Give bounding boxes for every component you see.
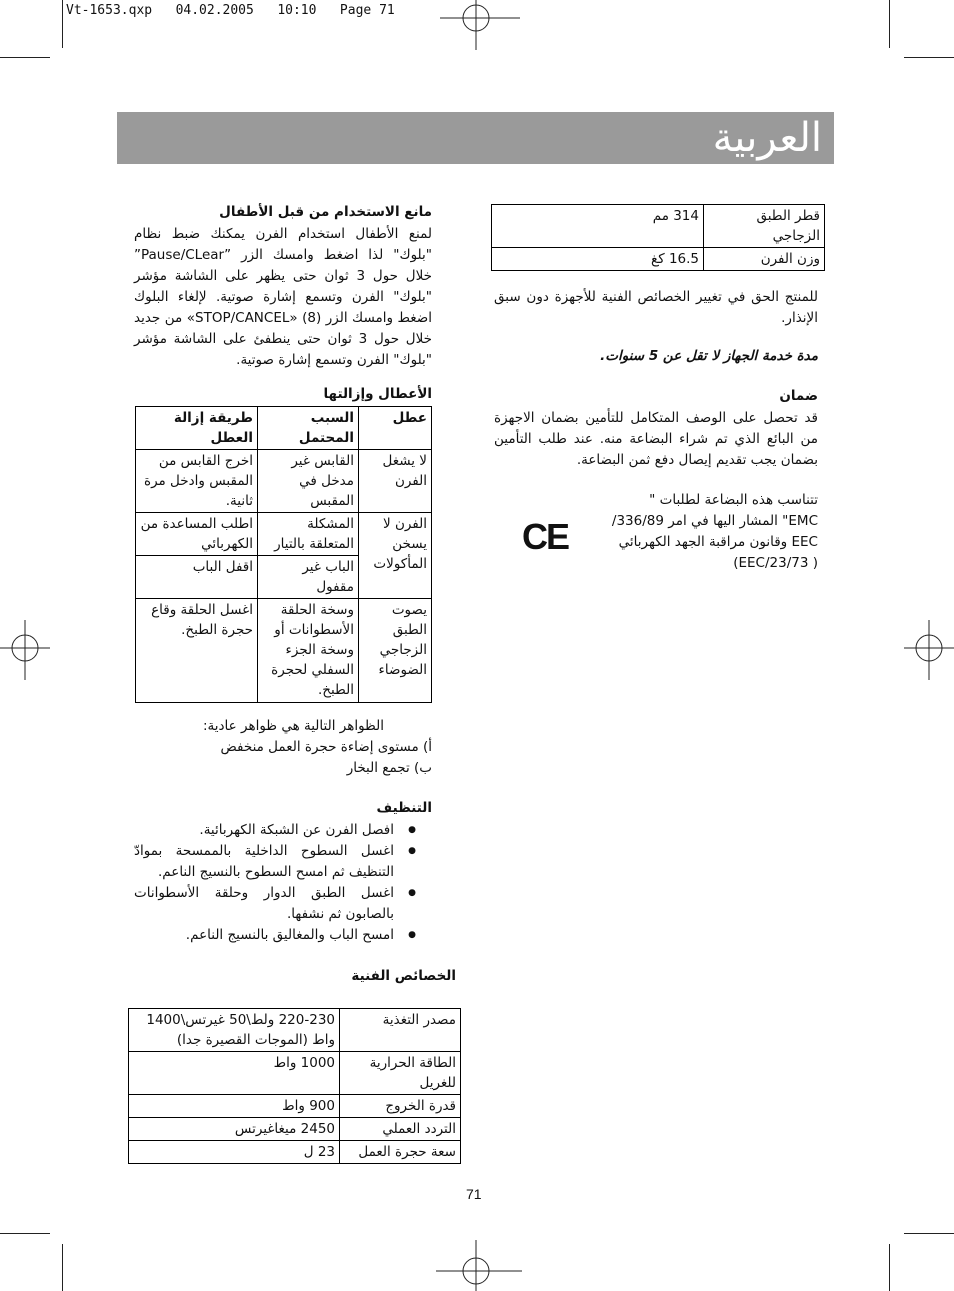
- table-row: [492, 248, 825, 271]
- normal-intro: الظواهر التالية هي ظواهر عادية:: [202, 718, 384, 734]
- spec-value: 220-230 ولط\50 غيرتس\1400 واط (الموجات القصيرة جدا): [129, 1009, 340, 1052]
- faults-heading: الأعطال وإزالتها: [323, 386, 432, 402]
- faults-header-row: [136, 407, 432, 450]
- specs-table: [128, 1008, 461, 1164]
- table-row: [129, 1141, 461, 1164]
- crop-mark: [904, 1233, 954, 1234]
- compliance-line: EMC" المشار اليها في امر 336/89/: [611, 513, 818, 529]
- spec-value: 900 واط: [129, 1095, 340, 1118]
- right-specs-table: [491, 204, 825, 271]
- normal-item-b: ب) تجمع البخار: [346, 760, 432, 776]
- service-life: مدة خدمة الجهاز لا تقل عن 5 سنوات.: [600, 348, 818, 364]
- table-row: [129, 1118, 461, 1141]
- table-row: [129, 1009, 461, 1052]
- table-row: [492, 205, 825, 248]
- compliance-line: EEC وقانون مراقبة الجهد الكهربائي: [618, 534, 818, 550]
- spec-value: 23 ل: [129, 1141, 340, 1164]
- remedy-cell: اقفل الباب: [136, 556, 258, 599]
- spec-value: 1000 واط: [129, 1052, 340, 1095]
- faults-header-cell: السبب المحتمل: [258, 407, 359, 450]
- page-title: العربية: [712, 115, 822, 161]
- cause-cell: المشكلة المتعلقة بالتيار: [258, 513, 359, 556]
- registration-mark-right: [904, 620, 954, 680]
- fault-cell: يصوت الطبق الزجاجي الضوضاء: [359, 599, 432, 703]
- fault-cell: لا يشغل الفرن: [359, 450, 432, 513]
- cleaning-heading: التنظيف: [376, 800, 432, 816]
- spec-label: الطاقة الحرارية للغريل: [340, 1052, 461, 1095]
- ce-mark-icon: CE: [522, 516, 569, 557]
- crop-mark: [889, 1244, 890, 1291]
- crop-mark: [62, 0, 63, 48]
- cause-cell: الباب غير مقفول: [258, 556, 359, 599]
- compliance-text: [590, 490, 818, 574]
- remedy-cell: اطلب المساعدة من الكهربائي: [136, 513, 258, 556]
- table-row: [136, 599, 432, 703]
- language-title-bar: [117, 112, 834, 164]
- table-row: [136, 450, 432, 513]
- crop-mark: [0, 1233, 50, 1234]
- cleaning-list: [134, 820, 412, 946]
- faults-header-cell: عطل: [359, 407, 432, 450]
- remedy-cell: اغسل الحلقة وقاع حجرة الطبخ.: [136, 599, 258, 703]
- compliance-line: ( EEC/23/73): [733, 555, 818, 571]
- faults-table: [135, 406, 432, 703]
- registration-mark-top: [440, 0, 520, 50]
- file-info-header: Vt-1653.qxp 04.02.2005 10:10 Page 71: [66, 3, 395, 18]
- compliance-line: تتناسب هذه البضاعة لطلبات ": [649, 492, 818, 508]
- registration-mark-left: [0, 620, 50, 680]
- spec-label: وزن الفرن: [704, 248, 825, 271]
- spec-value: 314 مم: [492, 205, 704, 248]
- list-item: ● امسح الباب والمغاليق بالنسيج الناعم.: [134, 925, 394, 946]
- specs-heading: الخصائص الفنية: [351, 968, 456, 984]
- crop-mark: [904, 57, 954, 58]
- cause-cell: وسخة الحلقة الأسطوانات أو وسخة الجزء السفلي لحجرة الطبخ.: [258, 599, 359, 703]
- page-number: 71: [466, 1186, 482, 1202]
- spec-value: 16.5 كغ: [492, 248, 704, 271]
- list-item: ● اغسل الطبق الدوار وحلقة الأسطوانات بالصابون ثم نشفها.: [134, 883, 394, 925]
- table-row: [136, 513, 432, 556]
- crop-mark: [0, 57, 50, 58]
- spec-label: التردد العملي: [340, 1118, 461, 1141]
- warranty-heading: ضمان: [779, 388, 818, 404]
- fault-cell: الفرن لا يسخن المأكولات: [359, 513, 432, 599]
- normal-item-a: أ) مستوى إضاءة حجرة العمل منخفض: [220, 739, 432, 755]
- child-lock-heading: مانع الاستخدام من قبل الأطفال: [219, 204, 432, 220]
- table-row: [129, 1052, 461, 1095]
- spec-label: قدرة الخروج: [340, 1095, 461, 1118]
- crop-mark: [889, 0, 890, 48]
- normal-phenomena: [134, 716, 432, 779]
- change-notice: للمنتج الحق في تغيير الخصائص الفنية للأجهزة دون سبق الإنذار.: [494, 289, 818, 326]
- spec-label: سعة حجرة العمل: [340, 1141, 461, 1164]
- registration-mark-bottom: [436, 1240, 522, 1291]
- spec-label: مصدر التغذية: [340, 1009, 461, 1052]
- remedy-cell: اخرج القابس من المقبس وادخل مرة ثانية.: [136, 450, 258, 513]
- child-lock-body: لمنع الأطفال استخدام الفرن يمكنك ضبط نظام "بلوك" لذا اضغط وامسك الزر ”Pause/CLear” خلال حول 3 ثوان حتى يظهر على الشاشة مؤشر "بلوك" الفرن وتسمع إشارة صوتية. لإلغاء البلوك اضغط وامسك الزر (8) «STOP/CANCEL» من جديد خلال حول 3 ثوان حتى ينطفئ على الشاشة مؤشر "بلوك" الفرن وتسمع إشارة صوتية.: [134, 226, 433, 368]
- table-row: [129, 1095, 461, 1118]
- spec-label: قطر الطبق الزجاجي: [704, 205, 825, 248]
- faults-header-cell: طريقة إزالة العطل: [136, 407, 258, 450]
- list-item: ● اغسل السطوح الداخلية بالممسحة بموادّ التنظيف ثم امسح السطوح بالنسيج الناعم.: [134, 841, 394, 883]
- cause-cell: القابس غير مدخل في المقبس: [258, 450, 359, 513]
- crop-mark: [62, 1244, 63, 1291]
- spec-value: 2450 ميغاغيرتس: [129, 1118, 340, 1141]
- list-item: ● افصل الفرن عن الشبكة الكهربائية.: [134, 820, 394, 841]
- warranty-body: قد تحصل على الوصف المتكامل للتأمين بضمان الاجهزة من البائع الذي تم شراء البضاعة منه. عند طلب التأمين بضمان يجب تقديم إيصال دفع ثمن البضاعة.: [494, 410, 818, 468]
